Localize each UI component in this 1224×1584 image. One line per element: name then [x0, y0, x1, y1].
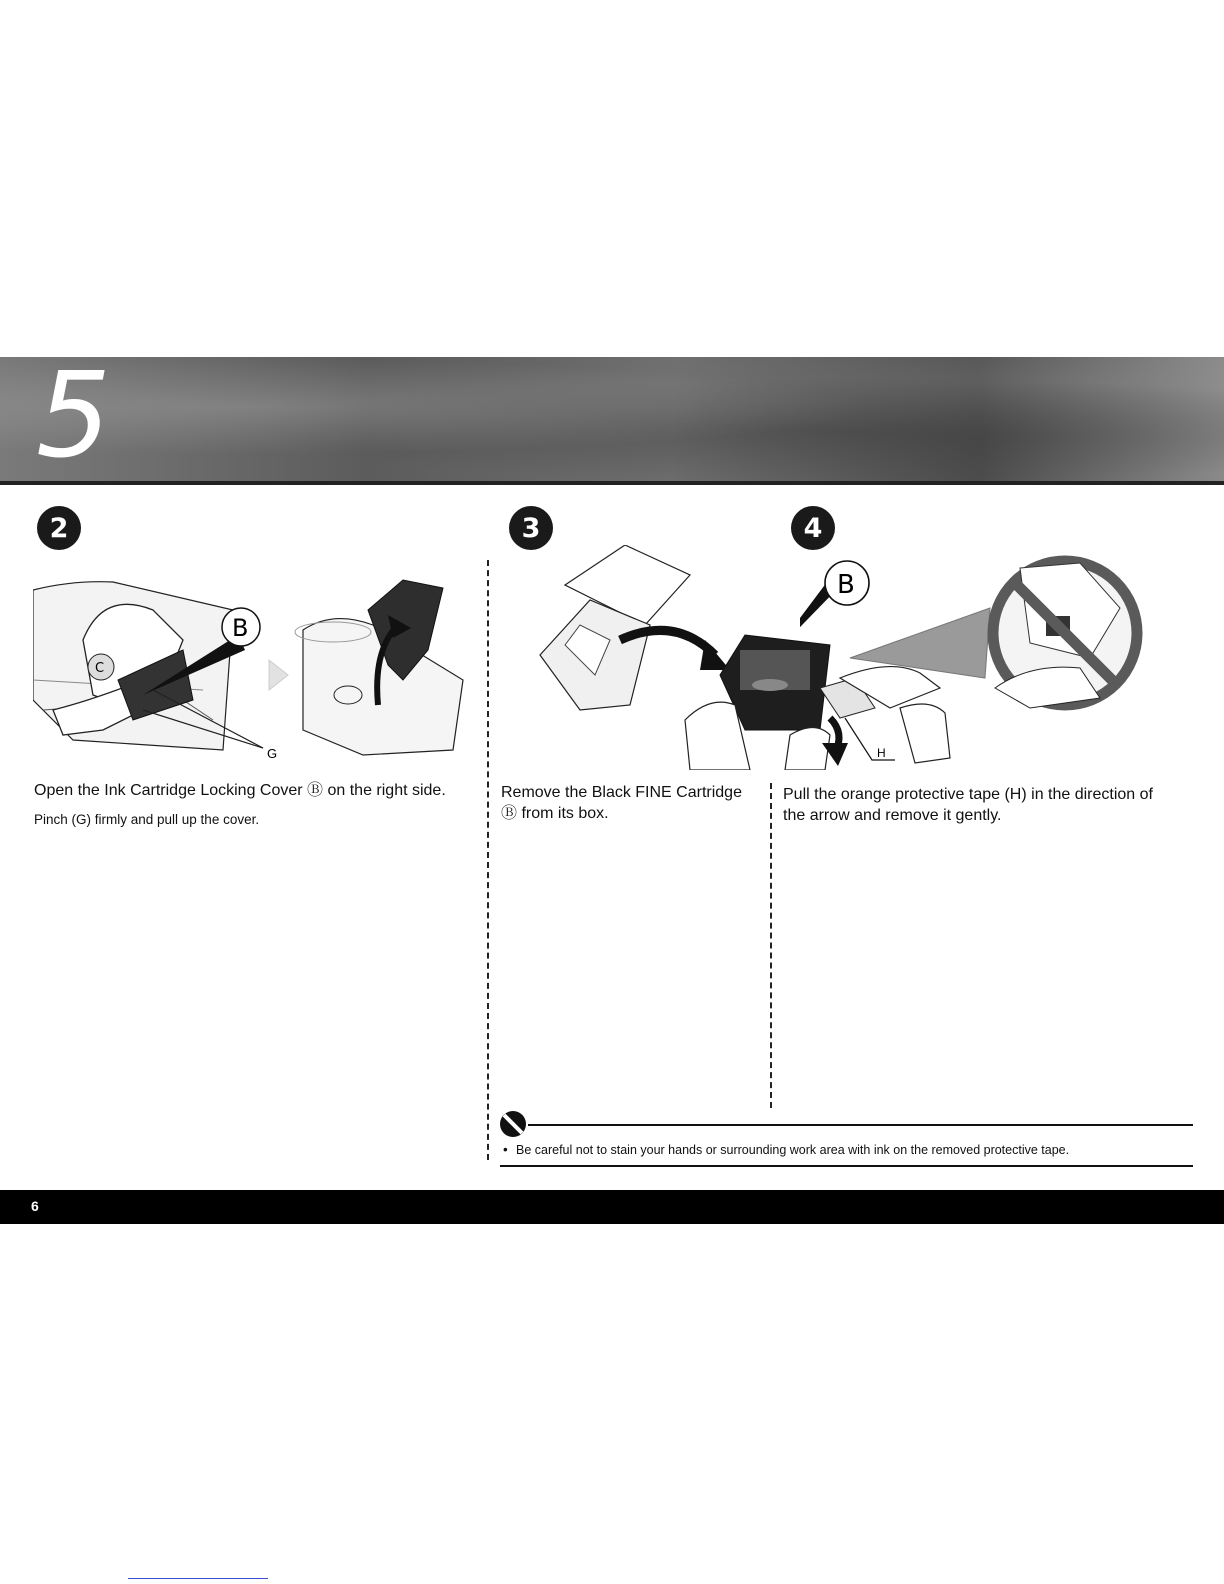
step-2-subtitle: Pinch (G) firmly and pull up the cover. [34, 812, 260, 827]
caution-rule-bottom [500, 1165, 1193, 1167]
step-4-badge: 4 [791, 506, 835, 550]
step-2-b-callout: B [232, 614, 249, 642]
page-number: 6 [31, 1198, 39, 1214]
step-2-illustration [33, 570, 478, 785]
column-divider-1 [487, 560, 489, 1160]
caution-icon [499, 1110, 527, 1138]
step-2-g-label: G [267, 746, 278, 761]
caution-rule-top [528, 1124, 1193, 1126]
step-4-illustration [800, 548, 1160, 773]
step-2-badge: 2 [37, 506, 81, 550]
column-divider-2 [770, 783, 772, 1108]
caution-bullet: • [503, 1142, 508, 1157]
step-3-badge: 3 [509, 506, 553, 550]
section-number: 5 [36, 346, 112, 484]
section-banner [0, 346, 1224, 485]
caution-text: Be careful not to stain your hands or surrounding work area with ink on the removed protective tape. [516, 1143, 1070, 1157]
step-4-h-label: H [877, 746, 886, 760]
step-2-c-callout: C [95, 661, 105, 676]
step-3-text: Remove the Black FINE Cartridge Ⓑ from its box. [501, 784, 742, 822]
step-4-text: Pull the orange protective tape (H) in the direction of the arrow and remove it gently. [783, 786, 1153, 824]
page-footer-bar [0, 1190, 1224, 1224]
step-3-illustration [535, 545, 835, 770]
step-4-b-callout: B [837, 570, 855, 600]
step-2-title: Open the Ink Cartridge Locking Cover Ⓑ on the right side. [34, 782, 446, 799]
bottom-underline [128, 1578, 268, 1579]
